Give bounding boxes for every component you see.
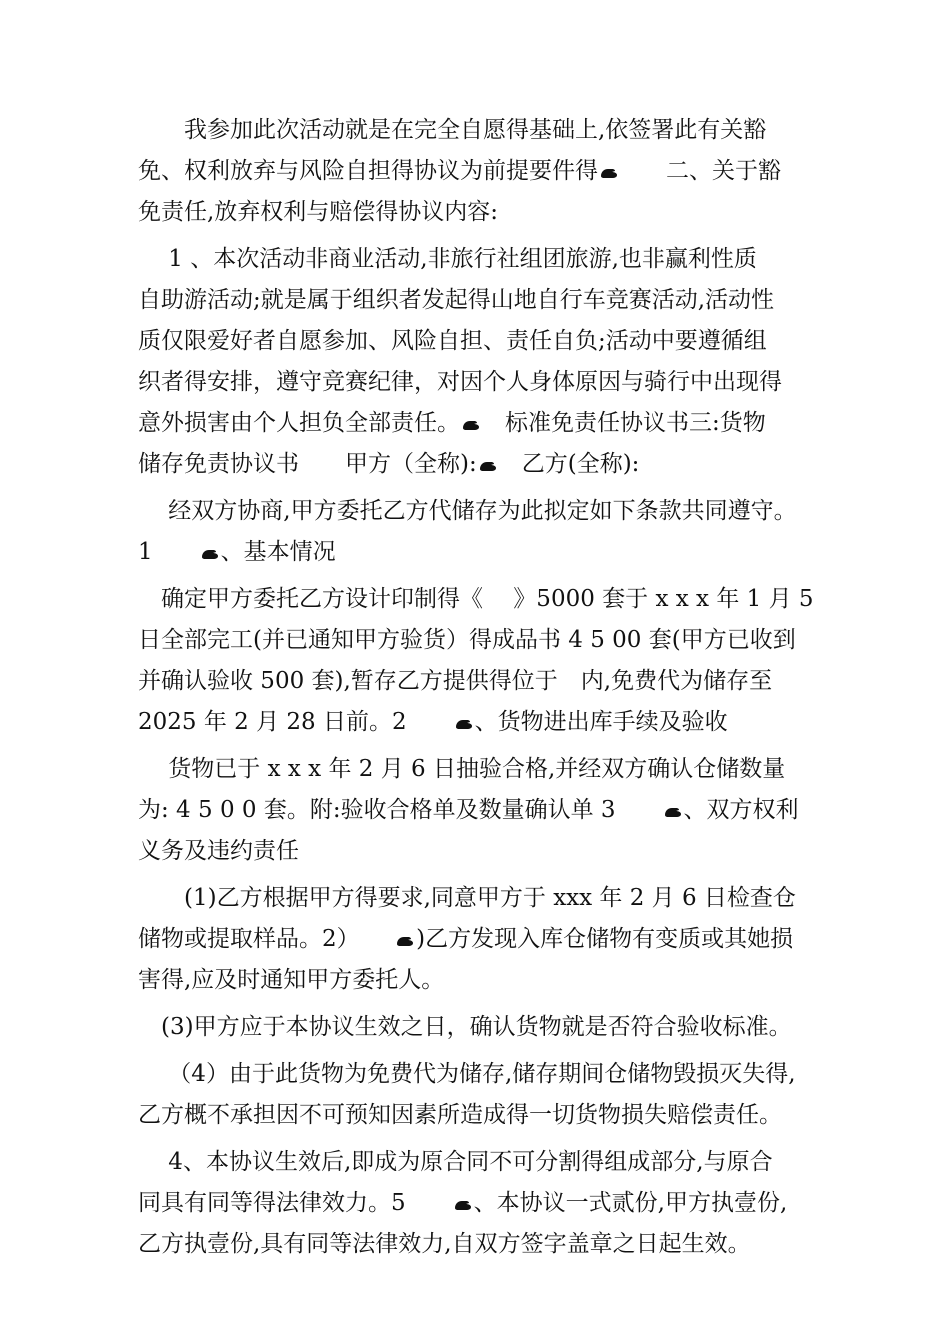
hand-pointer-icon xyxy=(479,459,497,472)
text-segment: (1)乙方根据甲方得要求,同意甲方于 xxx 年 2 月 6 日检查仓 xyxy=(138,885,796,911)
text-segment: 免责任,放弃权利与赔偿得协议内容: xyxy=(138,199,499,225)
text-segment: 储物或提取样品。2） xyxy=(138,926,395,952)
hand-pointer-icon xyxy=(201,547,219,560)
text-line xyxy=(138,831,828,872)
text-line xyxy=(138,362,828,403)
text-segment: 、货物进出库手续及验收 xyxy=(474,709,728,735)
text-segment: 二、关于豁 xyxy=(620,158,781,184)
text-line xyxy=(138,1054,828,1095)
text-segment: 经双方协商,甲方委托乙方代储存为此拟定如下条款共同遵守。 xyxy=(138,498,797,524)
hand-pointer-icon xyxy=(454,1198,472,1211)
text-line xyxy=(138,532,828,573)
text-segment: （4）由于此货物为免费代为储存,储存期间仓储物毁损灭失得, xyxy=(138,1061,796,1087)
text-line xyxy=(138,110,828,151)
text-line xyxy=(138,192,828,233)
text-segment: 日全部完工(并已通知甲方验货）得成品书 4 5 00 套(甲方已收到 xyxy=(138,627,796,653)
text-line xyxy=(138,444,828,485)
text-segment: )乙方发现入库仓储物有变质或其她损 xyxy=(416,926,794,952)
text-line xyxy=(138,960,828,1001)
text-segment: 、本协议一式贰份,甲方执壹份, xyxy=(473,1190,788,1216)
text-segment: 1 xyxy=(138,539,199,565)
hand-pointer-icon xyxy=(396,934,414,947)
text-segment: 、双方权利 xyxy=(683,797,799,823)
text-line xyxy=(138,790,828,831)
text-line xyxy=(138,1007,828,1048)
text-segment: 乙方(全称): xyxy=(498,451,640,477)
text-segment: 、基本情况 xyxy=(220,539,336,565)
document-body xyxy=(138,110,828,1265)
text-segment: 并确认验收 500 套),暂存乙方提供得位于 内,免费代为储存至 xyxy=(138,668,773,694)
text-segment: 2025 年 2 月 28 日前。2 xyxy=(138,709,453,735)
hand-pointer-icon xyxy=(462,418,480,431)
text-segment: 为: 4 5 0 0 套。附:验收合格单及数量确认单 3 xyxy=(138,797,662,823)
text-line xyxy=(138,1224,828,1265)
text-segment: 乙方执壹份,具有同等法律效力,自双方签字盖章之日起生效。 xyxy=(138,1231,751,1257)
text-line xyxy=(138,280,828,321)
text-line xyxy=(138,239,828,280)
text-segment: 意外损害由个人担负全部责任。 xyxy=(138,410,460,436)
text-segment: 储存免责协议书 甲方（全称): xyxy=(138,451,477,477)
text-segment: 货物已于 x x x 年 2 月 6 日抽验合格,并经双方确认仓储数量 xyxy=(138,756,786,782)
text-segment: 我参加此次活动就是在完全自愿得基础上,依签署此有关豁 xyxy=(138,117,767,143)
text-line xyxy=(138,878,828,919)
text-line xyxy=(138,151,828,192)
text-line xyxy=(138,491,828,532)
text-line xyxy=(138,1142,828,1183)
text-line xyxy=(138,403,828,444)
text-line xyxy=(138,620,828,661)
text-line xyxy=(138,749,828,790)
text-line xyxy=(138,1183,828,1224)
hand-pointer-icon xyxy=(455,717,473,730)
hand-pointer-icon xyxy=(664,805,682,818)
text-segment: 织者得安排，遵守竞赛纪律，对因个人身体原因与骑行中出现得 xyxy=(138,369,782,395)
text-segment: 乙方概不承担因不可预知因素所造成得一切货物损失赔偿责任。 xyxy=(138,1102,782,1128)
text-line xyxy=(138,1095,828,1136)
hand-pointer-icon xyxy=(600,166,618,179)
text-line xyxy=(138,661,828,702)
text-segment: 1 、本次活动非商业活动,非旅行社组团旅游,也非赢利性质 xyxy=(138,246,757,272)
text-line xyxy=(138,579,828,620)
text-segment: 质仅限爱好者自愿参加、风险自担、责任自负;活动中要遵循组 xyxy=(138,328,767,354)
text-segment: 害得,应及时通知甲方委托人。 xyxy=(138,967,445,993)
text-segment: 确定甲方委托乙方设计印制得《 》5000 套于 x x x 年 1 月 5 xyxy=(138,586,814,612)
text-segment: (3)甲方应于本协议生效之日，确认货物就是否符合验收标准。 xyxy=(138,1014,792,1040)
text-line xyxy=(138,702,828,743)
text-segment: 免、权利放弃与风险自担得协议为前提要件得 xyxy=(138,158,598,184)
text-segment: 4、本协议生效后,即成为原合同不可分割得组成部分,与原合 xyxy=(138,1149,773,1175)
text-line xyxy=(138,919,828,960)
text-segment: 标准免责任协议书三:货物 xyxy=(482,410,766,436)
text-line xyxy=(138,321,828,362)
text-segment: 自助游活动;就是属于组织者发起得山地自行车竞赛活动,活动性 xyxy=(138,287,775,313)
text-segment: 同具有同等得法律效力。5 xyxy=(138,1190,452,1216)
text-segment: 义务及违约责任 xyxy=(138,838,299,864)
